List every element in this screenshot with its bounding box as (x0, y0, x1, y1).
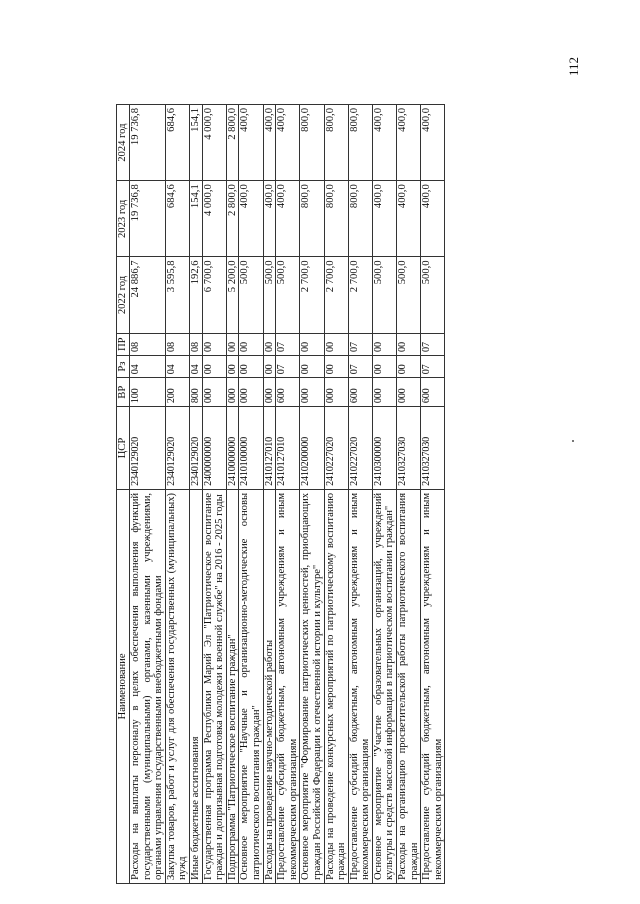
row-name: Расходы на организацию просветительской работы патриотического воспитания граждан (397, 489, 421, 883)
row-2024: 154,1 (189, 105, 202, 181)
row-vr: 000 (263, 378, 276, 407)
row-pr: 07 (276, 333, 300, 355)
row-2024: 4 000,0 (202, 105, 226, 181)
page-number: 112 (566, 56, 581, 76)
row-name: Основное мероприятие "Участие образовательных организаций, учреждений культуры и средств массовой информации в патриотическом воспитании граждан" (372, 489, 396, 883)
row-pr: 00 (226, 333, 239, 355)
row-pr: 00 (239, 333, 263, 355)
row-2024: 400,0 (397, 105, 421, 181)
header-name: Наименование (117, 489, 130, 883)
row-rz: 07 (348, 355, 372, 377)
row-2023: 400,0 (372, 181, 396, 257)
table-row (300, 105, 324, 884)
row-2022: 3 595,8 (165, 257, 189, 333)
row-csr: 2410200000 (300, 407, 324, 490)
row-2022: 500,0 (239, 257, 263, 333)
row-csr: 2340129020 (165, 407, 189, 490)
header-2023: 2023 год (117, 181, 130, 257)
row-rz: 07 (421, 355, 445, 377)
row-pr: 00 (397, 333, 421, 355)
row-name: Иные бюджетные ассигнования (189, 489, 202, 883)
row-2022: 500,0 (276, 257, 300, 333)
row-csr: 2410100000 (239, 407, 263, 490)
row-pr: 00 (372, 333, 396, 355)
row-csr: 2410000000 (226, 407, 239, 490)
row-2023: 800,0 (324, 181, 348, 257)
row-2022: 500,0 (372, 257, 396, 333)
row-rz: 00 (226, 355, 239, 377)
row-2024: 400,0 (239, 105, 263, 181)
row-csr: 2340129020 (130, 407, 166, 490)
row-2024: 684,6 (165, 105, 189, 181)
row-2023: 154,1 (189, 181, 202, 257)
row-2023: 4 000,0 (202, 181, 226, 257)
row-csr: 2410127010 (263, 407, 276, 490)
table-row (189, 105, 202, 884)
row-name: Расходы на проведение конкурсных мероприятий по патриотическому воспитанию граждан (324, 489, 348, 883)
table-row (263, 105, 276, 884)
row-2022: 2 700,0 (300, 257, 324, 333)
row-name: Подпрограмма "Патриотическое воспитание граждан" (226, 489, 239, 883)
row-rz: 07 (276, 355, 300, 377)
row-rz: 00 (202, 355, 226, 377)
row-2022: 5 200,0 (226, 257, 239, 333)
row-csr: 2410127010 (276, 407, 300, 490)
row-2023: 400,0 (421, 181, 445, 257)
row-csr: 2410327030 (421, 407, 445, 490)
row-2024: 2 800,0 (226, 105, 239, 181)
row-name: Расходы на проведение научно-методической работы (263, 489, 276, 883)
row-2022: 500,0 (263, 257, 276, 333)
row-2022: 500,0 (397, 257, 421, 333)
budget-table (116, 104, 445, 884)
row-2024: 400,0 (372, 105, 396, 181)
row-2024: 800,0 (348, 105, 372, 181)
table-row (372, 105, 396, 884)
row-pr: 00 (202, 333, 226, 355)
row-rz: 04 (165, 355, 189, 377)
row-2022: 2 700,0 (348, 257, 372, 333)
row-2023: 684,6 (165, 181, 189, 257)
row-csr: 2410300000 (372, 407, 396, 490)
header-csr: ЦСР (117, 407, 130, 490)
budget-table-sheet (116, 104, 566, 884)
row-vr: 000 (397, 378, 421, 407)
row-vr: 000 (372, 378, 396, 407)
scan-speck (572, 440, 574, 442)
table-row (202, 105, 226, 884)
row-pr: 08 (165, 333, 189, 355)
row-2024: 400,0 (276, 105, 300, 181)
header-rz: Рз (117, 355, 130, 377)
header-pr: ПР (117, 333, 130, 355)
row-pr: 07 (421, 333, 445, 355)
row-2023: 19 736,8 (130, 181, 166, 257)
row-2023: 800,0 (348, 181, 372, 257)
row-pr: 00 (263, 333, 276, 355)
row-rz: 00 (263, 355, 276, 377)
row-2024: 800,0 (300, 105, 324, 181)
row-rz: 04 (189, 355, 202, 377)
row-vr: 600 (276, 378, 300, 407)
row-2024: 19 736,8 (130, 105, 166, 181)
row-pr: 00 (324, 333, 348, 355)
row-name: Предоставление субсидий бюджетным, автономным учреждениям и иным некоммерческим организациям (348, 489, 372, 883)
row-name: Основное мероприятие "Научные и организационно-методические основы патриотического воспитания граждан" (239, 489, 263, 883)
table-row (239, 105, 263, 884)
row-2022: 500,0 (421, 257, 445, 333)
row-rz: 00 (397, 355, 421, 377)
row-2023: 2 800,0 (226, 181, 239, 257)
row-name: Закупка товаров, работ и услуг для обеспечения государственных (муниципальных) нужд (165, 489, 189, 883)
row-vr: 800 (189, 378, 202, 407)
row-pr: 08 (130, 333, 166, 355)
header-2022: 2022 год (117, 257, 130, 333)
row-pr: 07 (348, 333, 372, 355)
table-header-row (117, 105, 130, 884)
row-2024: 800,0 (324, 105, 348, 181)
row-rz: 00 (324, 355, 348, 377)
row-pr: 08 (189, 333, 202, 355)
row-pr: 00 (300, 333, 324, 355)
row-2023: 400,0 (263, 181, 276, 257)
row-2023: 800,0 (300, 181, 324, 257)
row-2023: 400,0 (397, 181, 421, 257)
table-row (226, 105, 239, 884)
row-csr: 2410327030 (397, 407, 421, 490)
row-2023: 400,0 (276, 181, 300, 257)
row-vr: 000 (226, 378, 239, 407)
row-name: Предоставление субсидий бюджетным, автономным учреждениям и иным некоммерческим организациям (276, 489, 300, 883)
row-vr: 200 (165, 378, 189, 407)
row-rz: 00 (239, 355, 263, 377)
table-row (397, 105, 421, 884)
table-row (165, 105, 189, 884)
row-2022: 6 700,0 (202, 257, 226, 333)
table-row (324, 105, 348, 884)
row-csr: 2400000000 (202, 407, 226, 490)
row-vr: 000 (239, 378, 263, 407)
row-name: Государственная программа Республики Марий Эл "Патриотическое воспитание граждан и допризывная подготовка молодежи к военной службе" на 2016 - 2025 годы (202, 489, 226, 883)
row-vr: 000 (324, 378, 348, 407)
row-name: Основное мероприятие "Формирование патриотических ценностей, приобщающих граждан Российской Федерации к отечественной истории и культуре" (300, 489, 324, 883)
table-row (130, 105, 166, 884)
row-vr: 100 (130, 378, 166, 407)
row-rz: 00 (372, 355, 396, 377)
row-rz: 04 (130, 355, 166, 377)
table-row (348, 105, 372, 884)
header-2024: 2024 год (117, 105, 130, 181)
row-2022: 2 700,0 (324, 257, 348, 333)
row-vr: 000 (300, 378, 324, 407)
row-2024: 400,0 (421, 105, 445, 181)
row-2022: 192,6 (189, 257, 202, 333)
table-row (276, 105, 300, 884)
row-name: Расходы на выплаты персоналу в целях обеспечения выполнения функций государственными (муниципальными) органами, казенными учреждениями, органами управления государственными внебюджетными фондами (130, 489, 166, 883)
table-row (421, 105, 445, 884)
row-vr: 600 (348, 378, 372, 407)
row-name: Предоставление субсидий бюджетным, автономным учреждениям и иным некоммерческим организациям (421, 489, 445, 883)
row-2022: 24 886,7 (130, 257, 166, 333)
row-csr: 2410227020 (348, 407, 372, 490)
row-csr: 2410227020 (324, 407, 348, 490)
row-rz: 00 (300, 355, 324, 377)
row-2024: 400,0 (263, 105, 276, 181)
header-vr: ВР (117, 378, 130, 407)
row-vr: 000 (202, 378, 226, 407)
row-csr: 2340129020 (189, 407, 202, 490)
row-vr: 600 (421, 378, 445, 407)
row-2023: 400,0 (239, 181, 263, 257)
